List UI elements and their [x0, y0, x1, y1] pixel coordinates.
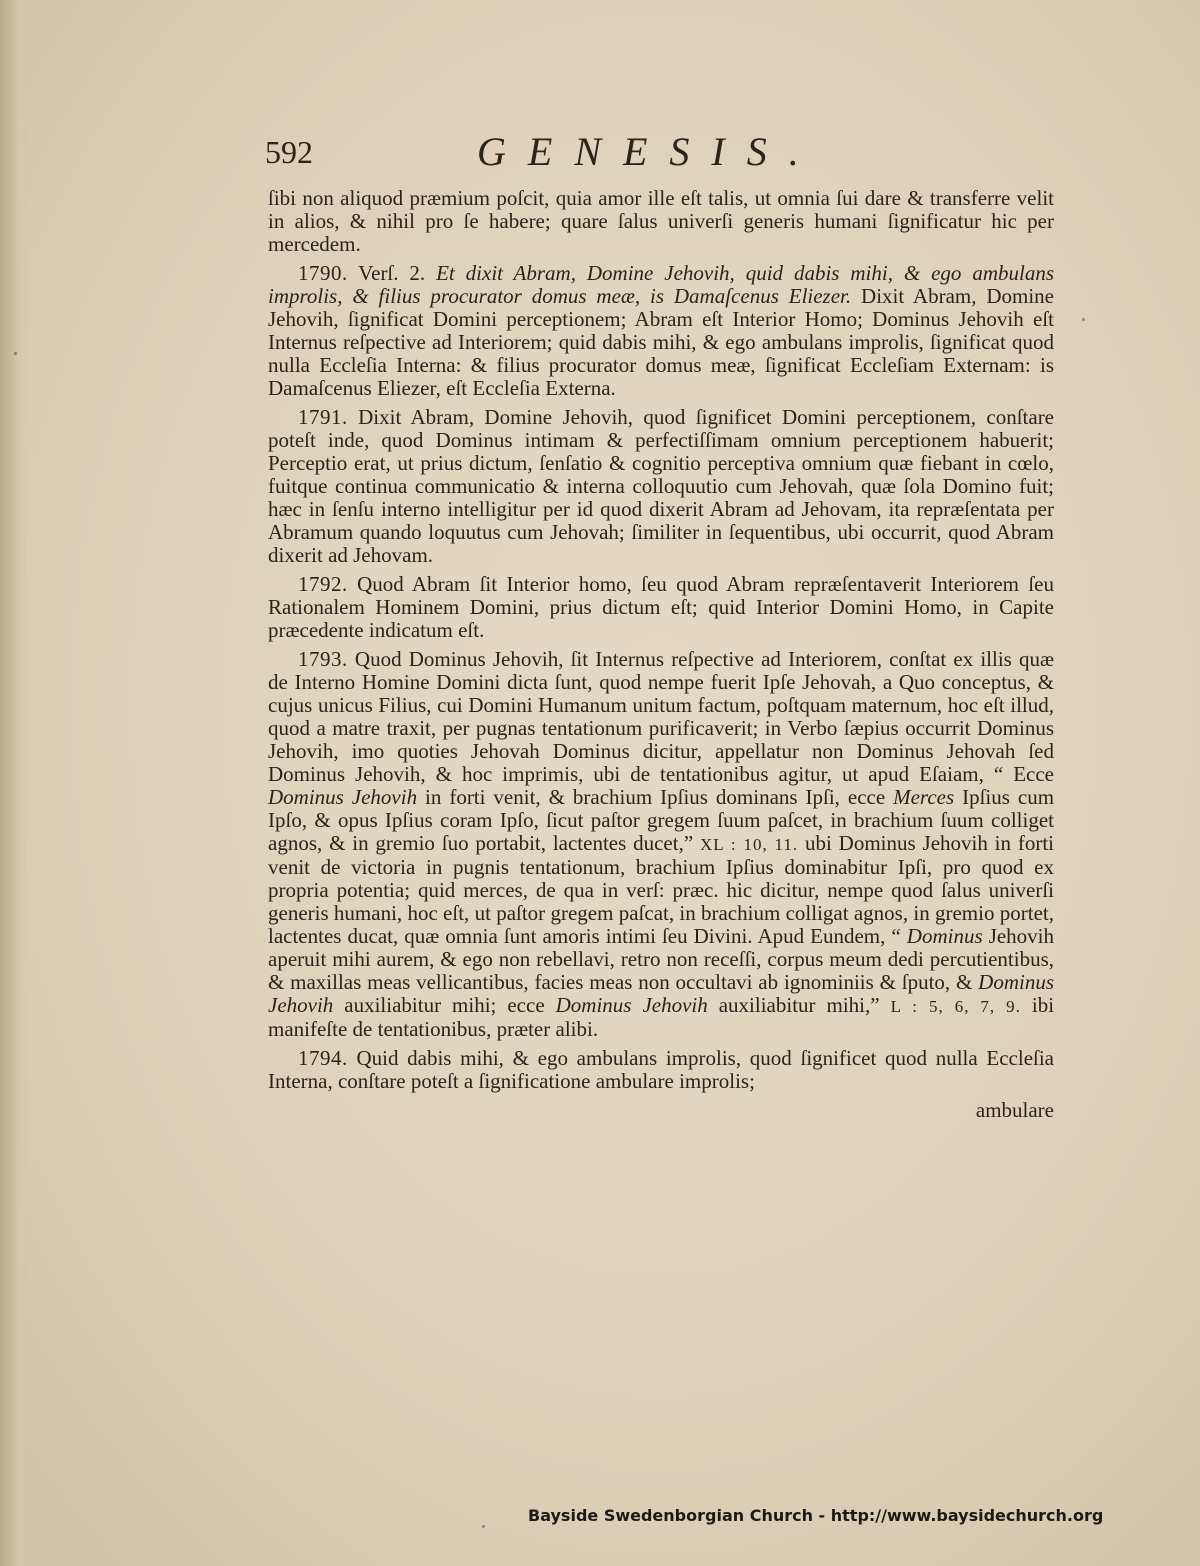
page-body — [268, 187, 1054, 1128]
paper-speck — [482, 1525, 485, 1528]
italic-term: Merces — [893, 785, 955, 809]
paragraph-text: ſibi non aliquod præmium poſcit, quia amor ille eſt talis, ut omnia ſui dare & transferre velit in alios, & nihil pro ſe habere; quare ſalus univerſi generis humani ſignificatur hic per mercedem. — [268, 186, 1054, 256]
scripture-reference: XL : 10, 11. — [700, 835, 799, 854]
paragraph-1790 — [268, 262, 1054, 400]
paragraph-text: ibi manifeſte de tentationibus, præter alibi. — [268, 993, 1055, 1041]
paragraph-text: Dixit Abram, Domine Jehovih, quod ſignificet Domini perceptionem, conſtare poteſt inde, quod Dominus intimam & perfectiſſimam omnium perceptionem habuerit; Perceptio erat, ut prius dictum, ſenſatio & cognitio perceptiva omnium quæ fiebant in cœlo, fuitque continua communicatio & interna colloquutio cum Jehovah, quæ ſola Domino fuit; hæc in ſenſu interno intelligitur per id quod dixerit Abram ad Jehovam, ita repræſentata per Abramum quando loquutus cum Jehovah; ſimiliter in ſequentibus, ubi occurrit, quod Abram dixerit ad Jehovam. — [268, 405, 1055, 567]
watermark-credit: Bayside Swedenborgian Church - http://www.baysidechurch.org — [528, 1506, 1104, 1525]
paragraph-text: auxiliabitur mihi; ecce — [344, 993, 545, 1017]
paragraph-1793 — [268, 648, 1054, 1041]
paragraph-text: Jehovih aperuit mihi aurem, & ego non rebellavi, retro non receſſi, corpus meum dedi percutientibus, & maxillas meas vellicantibus, facies meas non occultavi ab ignominiis & ſputo, & — [268, 924, 1055, 994]
paragraph-text: Dixit Abram, Domine Jehovih, ſignificat Domini perceptionem; Abram eſt Interior Homo; Dominus Jehovih eſt Internus reſpective ad Interiorem; quid dabis mihi, & ego ambulans improlis, ſignificat quod nulla Eccleſia Interna: & filius procurator domus meæ, ſignificat Eccleſiam Externam: is Damaſcenus Eliezer, eſt Eccleſia Externa. — [268, 284, 1054, 400]
paper-speck — [1082, 318, 1085, 321]
italic-term: Dominus Jehovih — [268, 785, 418, 809]
paragraph-number: 1790. — [298, 261, 348, 285]
paragraph-1792 — [268, 573, 1054, 642]
italic-term: Dominus Jehovih — [555, 993, 708, 1017]
verse-reference: Verſ. 2. — [358, 261, 426, 285]
italic-term: Dominus Jehovih — [268, 970, 1055, 1017]
running-title: GENESIS. — [477, 129, 821, 174]
paper-speck — [14, 352, 17, 355]
paragraph-text: Quod Dominus Jehovih, ſit Internus reſpective ad Interiorem, conſtat ex illis quæ de Interno Homine Domini dicta ſunt, quod nempe fuerit Ipſe Jehovah, a Quo conceptus, & cujus unicus Filius, cui Domini Humanum unitum factum, poſtquam maternum, hoc eſt illud, quod a matre traxit, per pugnas tentationum purificaverit; in Verbo ſæpius occurrit Dominus Jehovih, imo quoties Jehovah Dominus dicitur, appellatur non Dominus Jehovah ſed Dominus Jehovih, & hoc imprimis, ubi de tentationibus agitur, ut apud Eſaiam, “ Ecce — [268, 647, 1055, 786]
paragraph-number: 1794. — [298, 1046, 348, 1070]
paragraph-text: auxiliabitur mihi,” — [718, 993, 880, 1017]
page-header — [265, 128, 1065, 178]
italic-term: Dominus — [906, 924, 983, 948]
paragraph-text: ubi Dominus Jehovih in forti venit de victoria in pugnis tentationum, brachium Ipſius dominabitur Ipſi, pro quod ex propria potentia; quid merces, de qua in verſ: præc. hic dicitur, nempe quod ſalus univerſi generis humani, hoc eſt, ut paſtor gregem paſcat, in brachium colligat agnos, in gremio portet, lactentes ducat, quæ omnia ſunt amoris intimi ſeu Divini. Apud Eundem, “ — [268, 831, 1055, 948]
scripture-quote: Et dixit Abram, Domine Jehovih, quid dabis mihi, & ego ambulans improlis, & filius procurator domus meæ, is Damaſcenus Eliezer. — [268, 261, 1055, 308]
page-number: 592 — [265, 134, 313, 170]
scripture-reference: L : 5, 6, 7, 9. — [890, 997, 1021, 1016]
paragraph-text: in forti venit, & brachium Ipſius dominans Ipſi, ecce — [425, 785, 886, 809]
paragraph-text: Ipſius cum Ipſo, & opus Ipſius coram Ipſo, ſicut paſtor gregem ſuum paſcet, in brachium ſuum colliget agnos, & in gremio ſuo portabit, lactentes ducet,” — [268, 785, 1055, 855]
paragraph-text: Quid dabis mihi, & ego ambulans improlis, quod ſignificet quod nulla Eccleſia Interna, conſtare poteſt a ſignificatione ambulare improlis; — [268, 1046, 1054, 1093]
page-gutter-shadow — [0, 0, 28, 1566]
paragraph-text: Quod Abram ſit Interior homo, ſeu quod Abram repræſentaverit Interiorem ſeu Rationalem Hominem Domini, prius dictum eſt; quid Interior Domini Homo, in Capite præcedente indicatum eſt. — [268, 572, 1055, 642]
paragraph-number: 1793. — [298, 647, 348, 671]
paragraph-number: 1791. — [298, 405, 348, 429]
paragraph-1791 — [268, 406, 1054, 567]
catchword: ambulare — [975, 1098, 1054, 1122]
paragraph-number: 1792. — [298, 572, 348, 596]
paragraph-continuation — [268, 187, 1054, 256]
paragraph-1794 — [268, 1047, 1054, 1093]
